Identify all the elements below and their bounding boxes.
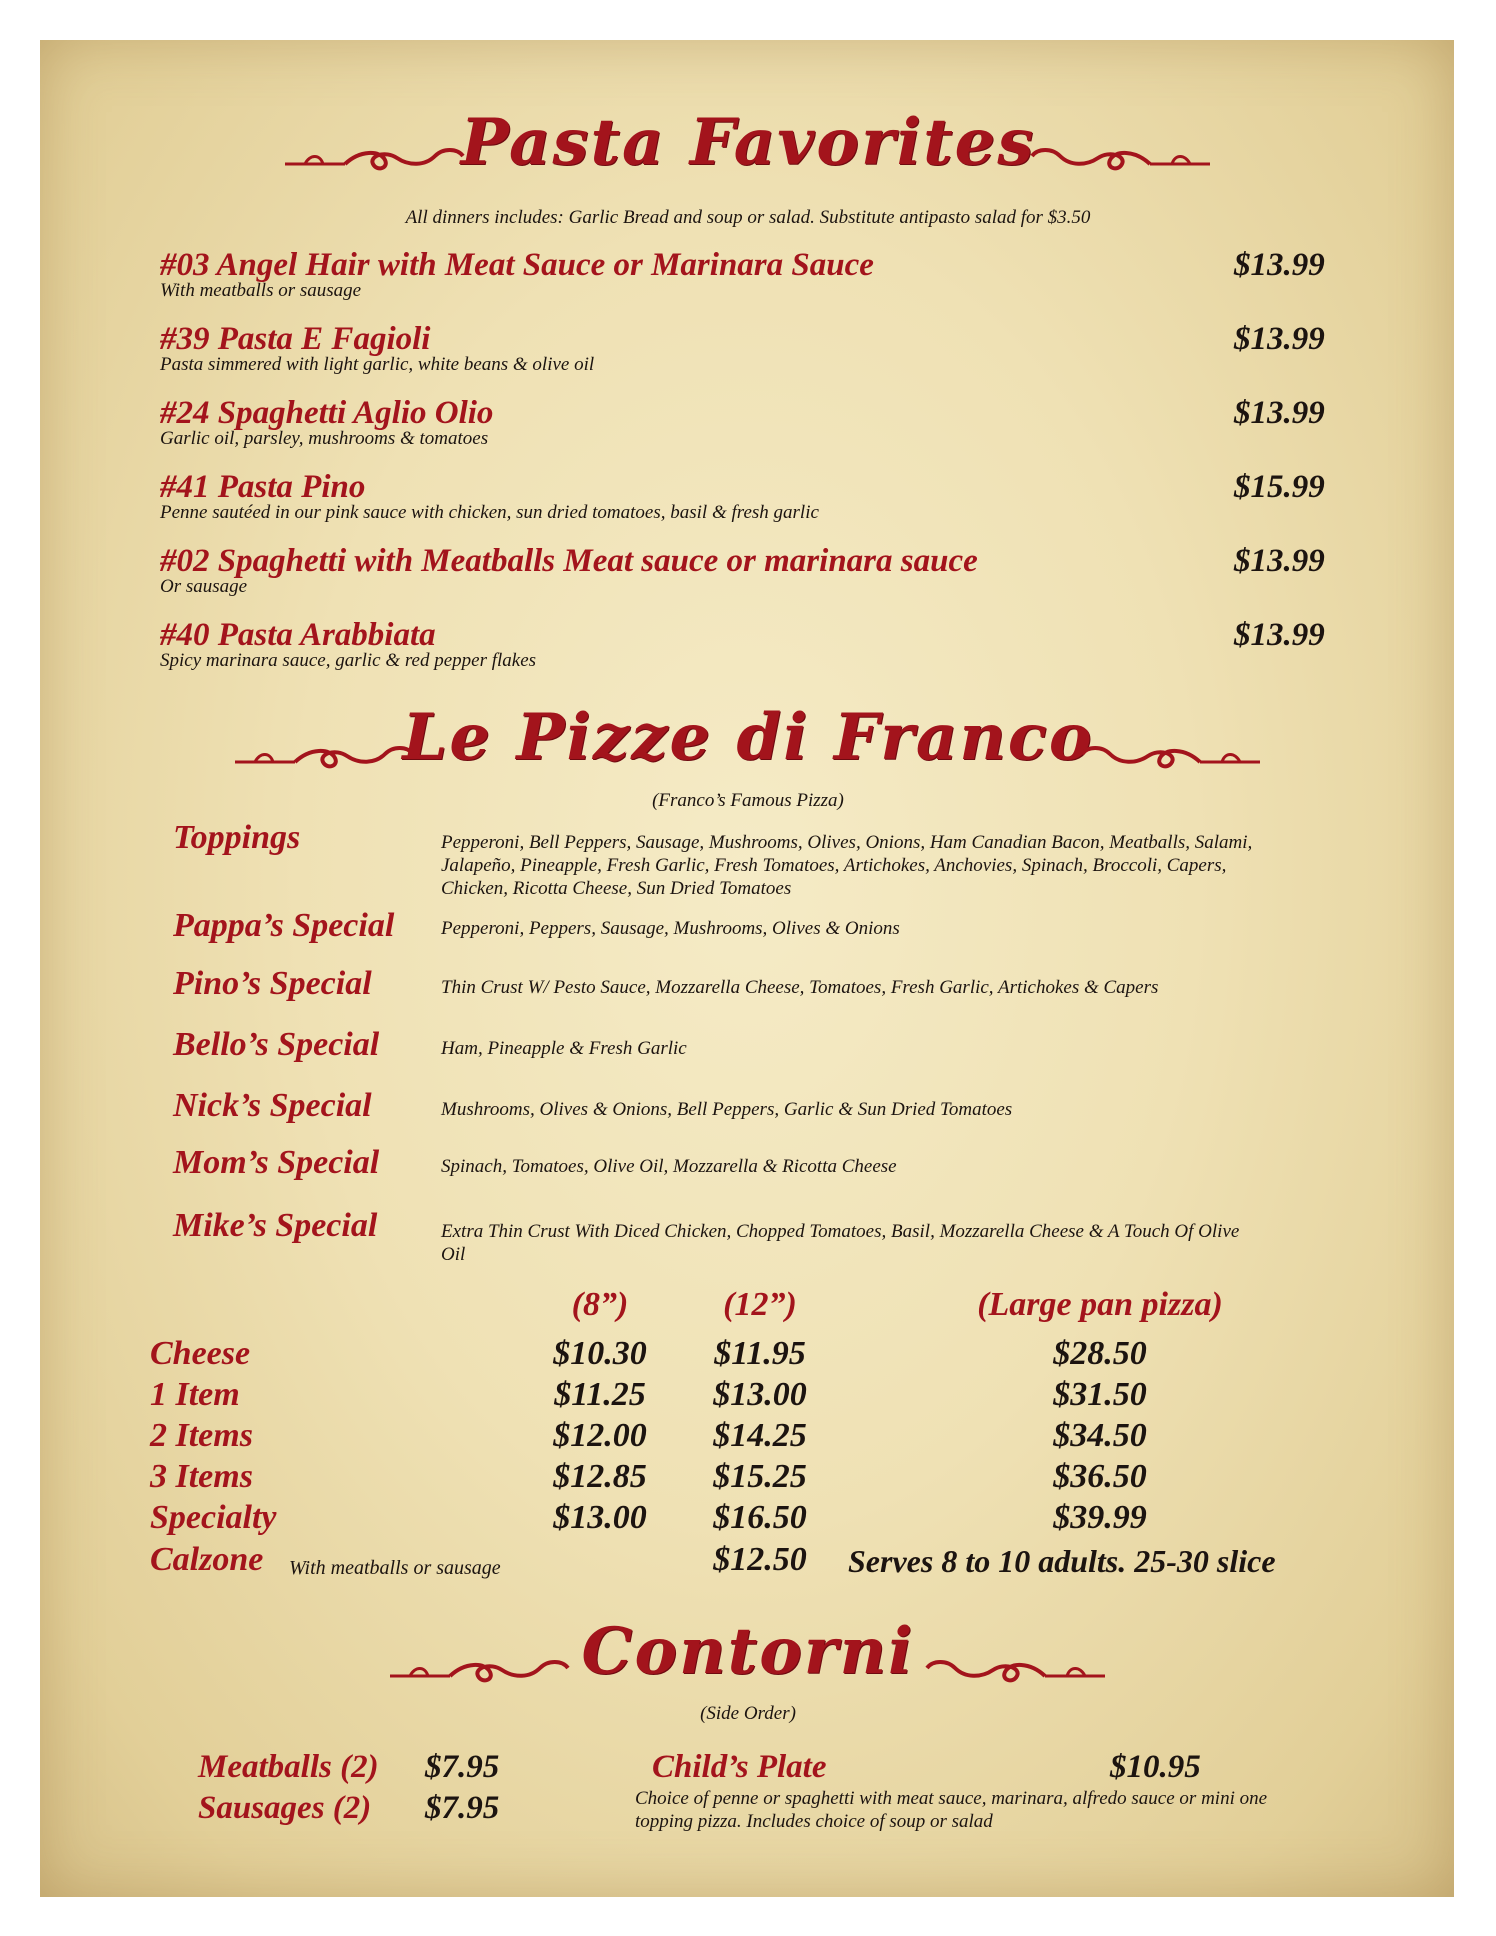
price-12in: $15.25 (713, 1458, 807, 1495)
pasta-item-desc: Pasta simmered with light garlic, white beans & olive oil (160, 354, 595, 375)
price-12in: $16.50 (713, 1499, 807, 1536)
pasta-item-price: $13.99 (1234, 543, 1325, 579)
pasta-item (160, 469, 1340, 524)
pasta-item-price: $13.99 (1234, 321, 1325, 357)
price-large: $36.50 (1053, 1458, 1147, 1495)
pasta-item (160, 543, 1340, 598)
size-header-8in: (8”) (571, 1286, 629, 1323)
pizza-special-desc: Spinach, Tomatoes, Olive Oil, Mozzarella & Ricotta Cheese (441, 1156, 897, 1177)
pizza-special-name: Mike’s Special (173, 1207, 378, 1244)
right-swirl-ornament (1010, 130, 1210, 180)
price-12in: $11.95 (714, 1335, 806, 1372)
price-8in: $12.85 (553, 1458, 647, 1495)
pasta-item-desc: Garlic oil, parsley, mushrooms & tomatoes (160, 428, 489, 449)
side-item-name: Meatballs (2) (198, 1749, 379, 1785)
side-item-name: Sausages (2) (198, 1790, 372, 1826)
calzone-note: With meatballs or sausage (289, 1557, 501, 1579)
pasta-item (160, 321, 1340, 376)
calzone-label: Calzone (150, 1541, 264, 1578)
pizza-special-name: Toppings (173, 819, 301, 856)
pizza-special-desc: Mushrooms, Olives & Onions, Bell Peppers, Garlic & Sun Dried Tomatoes (441, 1099, 1013, 1120)
pizza-subtitle: (Franco’s Famous Pizza) (652, 790, 844, 811)
pasta-item-name: #24 Spaghetti Aglio Olio (160, 395, 494, 431)
pasta-item-desc: Penne sautéed in our pink sauce with chicken, sun dried tomatoes, basil & fresh garlic (160, 502, 819, 523)
side-item-price: $7.95 (425, 1749, 500, 1785)
pizza-special-name: Bello’s Special (173, 1026, 380, 1063)
pasta-item (160, 617, 1340, 672)
pizza-special-desc: Ham, Pineapple & Fresh Garlic (441, 1038, 687, 1059)
pizza-special-name: Nick’s Special (173, 1087, 372, 1124)
contorni-subtitle: (Side Order) (700, 1703, 796, 1724)
price-large: $34.50 (1053, 1417, 1147, 1454)
right-swirl-ornament (905, 1642, 1105, 1692)
pizza-row-label: 2 Items (150, 1417, 253, 1454)
pizza-special-desc: Thin Crust W/ Pesto Sauce, Mozzarella Cheese, Tomatoes, Fresh Garlic, Artichokes & Capers (441, 977, 1159, 998)
size-header-large-pan: (Large pan pizza) (977, 1286, 1223, 1323)
childs-plate-price: $10.95 (1110, 1749, 1201, 1785)
pizza-special-desc: Extra Thin Crust With Diced Chicken, Chopped Tomatoes, Basil, Mozzarella Cheese & A Touch Of Olive Oil (441, 1221, 1240, 1265)
price-large: $31.50 (1053, 1376, 1147, 1413)
pizza-row-label: Cheese (150, 1335, 251, 1372)
pasta-item-price: $13.99 (1234, 247, 1325, 283)
price-large: $39.99 (1053, 1499, 1147, 1536)
pizza-row-label: 1 Item (150, 1376, 240, 1413)
pizza-special-name: Pappa’s Special (173, 907, 395, 944)
pizza-section-title: Le Pizze di Franco (402, 700, 1094, 775)
price-8in: $12.00 (553, 1417, 647, 1454)
pasta-item-name: #41 Pasta Pino (160, 469, 366, 505)
pizza-special-desc: Pepperoni, Peppers, Sausage, Mushrooms, Olives & Onions (441, 918, 900, 939)
price-12in: $13.00 (713, 1376, 807, 1413)
price-8in: $13.00 (553, 1499, 647, 1536)
pasta-dinner-note: All dinners includes: Garlic Bread and soup or salad. Substitute antipasto salad for $3.50 (405, 207, 1091, 228)
pasta-item-desc: Spicy marinara sauce, garlic & red pepper flakes (160, 650, 537, 671)
pasta-item (160, 395, 1340, 450)
pizza-special-desc: Pepperoni, Bell Peppers, Sausage, Mushrooms, Olives, Onions, Ham Canadian Bacon, Meatballs, Salami, Jalapeño, Pineapple, Fresh Garlic, Fresh Tomatoes, Artichokes, Anchovies, Spinach, Broccoli, Capers, Chicken, Ricotta Cheese, Sun Dried Tomatoes (441, 832, 1253, 899)
pizza-row-label: 3 Items (150, 1458, 253, 1495)
pizza-special-name: Pino’s Special (173, 965, 372, 1002)
side-item-price: $7.95 (425, 1790, 500, 1826)
pizza-special-name: Mom’s Special (173, 1144, 380, 1181)
price-large: $28.50 (1053, 1335, 1147, 1372)
size-header-12in: (12”) (723, 1286, 797, 1323)
price-8in: $10.30 (553, 1335, 647, 1372)
pizza-row-label: Specialty (150, 1499, 277, 1536)
pasta-item-name: #39 Pasta E Fagioli (160, 321, 431, 357)
price-12in: $14.25 (713, 1417, 807, 1454)
pasta-item-price: $13.99 (1234, 395, 1325, 431)
calzone-price: $12.50 (713, 1541, 807, 1578)
childs-plate-desc: Choice of penne or spaghetti with meat sauce, marinara, alfredo sauce or mini one topping pizza. Includes choice of soup or salad (635, 1788, 1268, 1832)
price-8in: $11.25 (554, 1376, 646, 1413)
right-swirl-ornament (1060, 728, 1260, 778)
pasta-item-desc: Or sausage (160, 576, 248, 597)
pasta-item-name: #02 Spaghetti with Meatballs Meat sauce or marinara sauce (160, 543, 978, 579)
pasta-item-name: #03 Angel Hair with Meat Sauce or Marinara Sauce (160, 247, 874, 283)
pasta-item-name: #40 Pasta Arabbiata (160, 617, 436, 653)
pasta-item-price: $15.99 (1234, 469, 1325, 505)
pasta-item (160, 247, 1340, 302)
pasta-item-price: $13.99 (1234, 617, 1325, 653)
pasta-section-title: Pasta Favorites (460, 105, 1036, 180)
contorni-section-title: Contorni (581, 1614, 915, 1689)
pasta-item-desc: With meatballs or sausage (160, 280, 362, 301)
large-pan-serving-note: Serves 8 to 10 adults. 25-30 slice (848, 1543, 1276, 1579)
childs-plate-name: Child’s Plate (652, 1749, 827, 1785)
